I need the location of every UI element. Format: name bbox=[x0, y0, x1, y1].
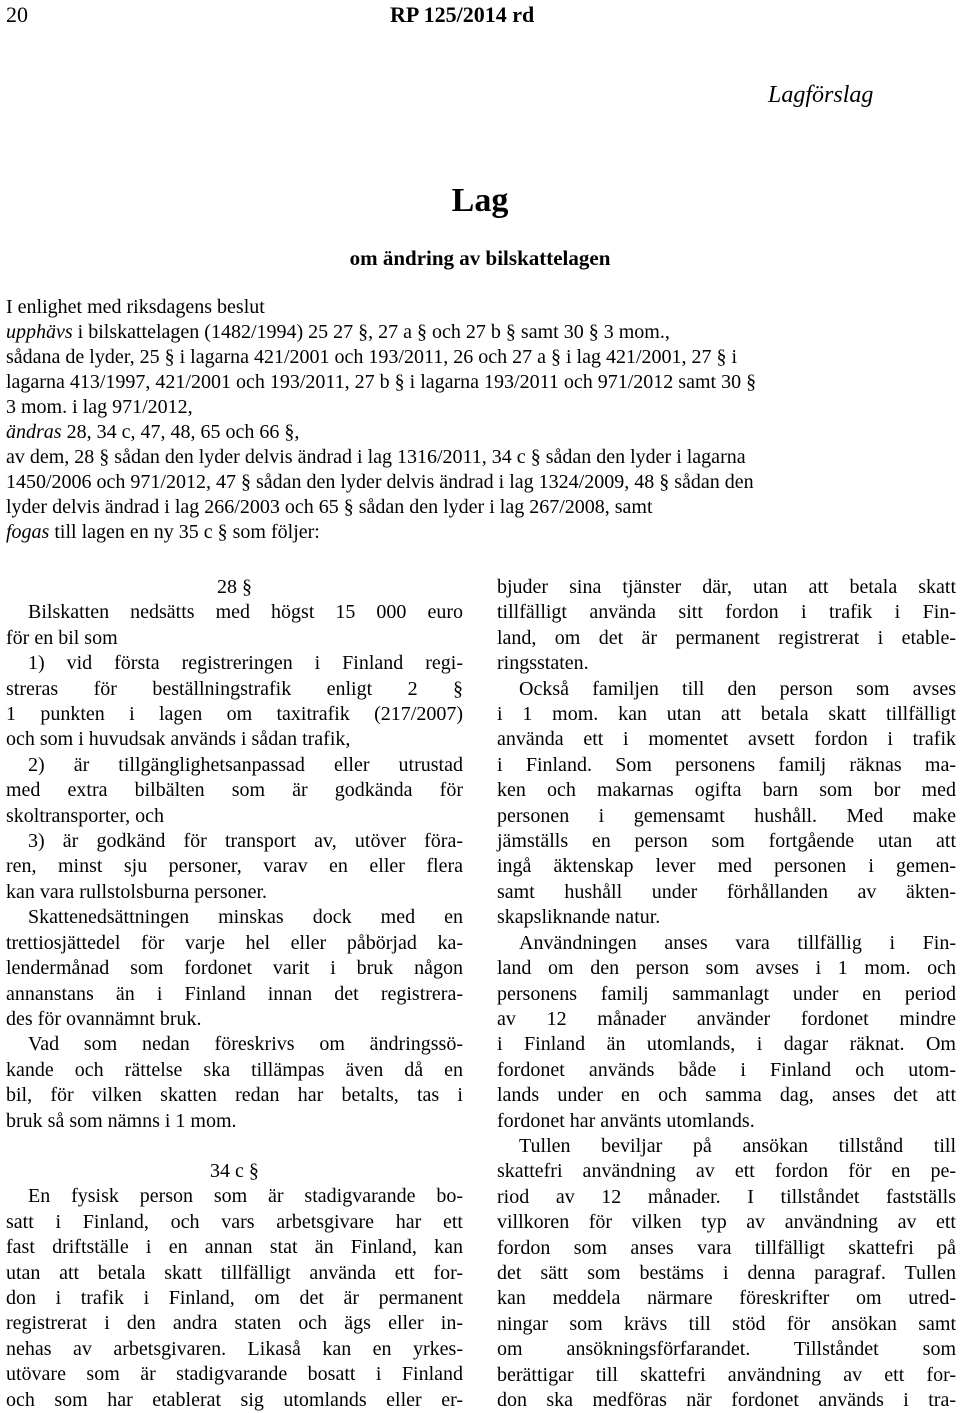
paragraph: 1) vid första registreringen i Finland regi- streras för beställningstrafik enligt 2 § 1 punkten i lagen om taxitrafik (217/2007) och som i huvudsak används i sådan trafik, bbox=[6, 652, 463, 751]
paragraph: Bilskatten nedsätts med högst 15 000 euro för en bil som bbox=[6, 601, 463, 649]
paragraph: bjuder sina tjänster där, utan att betala skatt tillfälligt använda sitt fordon i trafik i Fin- land, om det är permanent registrerat i etable- ringsstaten. bbox=[497, 576, 956, 675]
preamble-line-rest: 28, 34 c, 47, 48, 65 och 66 §, bbox=[61, 421, 300, 443]
preamble-line: sådana de lyder, 25 § i lagarna 421/2001 och 193/2011, 26 och 27 a § i lag 421/2001, 27 § i bbox=[6, 346, 738, 368]
preamble-line bbox=[6, 321, 670, 344]
preamble-line-rest: till lagen en ny 35 c § som följer: bbox=[49, 521, 320, 543]
preamble-line: av dem, 28 § sådan den lyder delvis ändrad i lag 1316/2011, 34 c § sådan den lyder i lagarna bbox=[6, 446, 746, 468]
preamble-line bbox=[6, 421, 299, 444]
document-id: RP 125/2014 rd bbox=[390, 2, 535, 27]
paragraph: En fysisk person som är stadigvarande bo- satt i Finland, och vars arbetsgivare har ett fast driftställe i en annan stat än Finland, kan utan att betala skatt tillfälligt använda ett for- don i trafik i Finland, om det är permanent registrerat i den andra staten och ägs eller in- nehas av arbetsgivaren. Likaså kan en yrkes- utövare som är stadigvarande bosatt i Finland och som har etablerat sig utomlands eller er- bbox=[6, 1185, 463, 1411]
paragraph: Vad som nedan föreskrivs om ändringssö- kande och rättelse ska tillämpas även då en bil, för vilken skatten redan har betalts, tas i bruk så som nämns i 1 mom. bbox=[6, 1033, 463, 1132]
preamble-verb-amend: ändras bbox=[6, 421, 62, 443]
preamble-line: 1450/2006 och 971/2012, 47 § sådan den lyder delvis ändrad i lag 1324/2009, 48 § sådan den bbox=[6, 471, 754, 493]
paragraph: Skattenedsättningen minskas dock med en trettiosjättedel för varje hel eller påbörjad ka- lendermånad som fordonet varit i bruk någon annanstans än i Finland innan det registrera- des för ovannämnt bruk. bbox=[6, 906, 463, 1030]
preamble-line: 3 mom. i lag 971/2012, bbox=[6, 396, 193, 418]
paragraph: Tullen beviljar på ansökan tillstånd till skattefri användning av ett fordon för en pe- riod av 12 månader. I tillståndet fastställs villkoren för vilken typ av användning av ett fordon som anses vara tillfälligt skattefri på det sätt som bestäms i denna paragraf. Tullen kan meddela närmare föreskrifter om utred- ningar som krävs till stöd för ansökan samt om ansökningsförfarandet. Tillståndet som berättigar till skattefri användning av ett for- don ska medföras när fordonet används i tra- bbox=[497, 1134, 956, 1411]
preamble-line: lagarna 413/1997, 421/2001 och 193/2011, 27 b § i lagarna 193/2011 och 971/2012 samt 30 § bbox=[6, 371, 757, 393]
preamble-verb-add: fogas bbox=[6, 521, 50, 543]
preamble-verb-repeal: upphävs bbox=[6, 321, 73, 343]
law-subtitle: om ändring av bilskattelagen bbox=[349, 246, 611, 270]
section-heading-34c: 34 c § bbox=[210, 1159, 259, 1182]
law-title: Lag bbox=[451, 182, 509, 219]
preamble-line-rest: i bilskattelagen (1482/1994) 25 27 §, 27 a § och 27 b § samt 30 § 3 mom., bbox=[72, 321, 670, 343]
paragraph: 2) är tillgänglighetsanpassad eller utrustad med extra bilbälten som är godkända för skoltransporter, och bbox=[6, 753, 463, 827]
paragraph: Användningen anses vara tillfällig i Fin- land om den person som avses i 1 mom. och personens familj sammanlagt under en period av 12 månader använder fordonet mindre i Finland än utomlands, i dagar räknat. Om fordonet används både i Finland och utom- lands under en och samma dag, anses det att fordonet har använts utomlands. bbox=[497, 931, 956, 1132]
left-column bbox=[6, 575, 463, 1413]
section-heading-28: 28 § bbox=[217, 576, 252, 598]
preamble-line bbox=[6, 521, 320, 544]
paragraph: Också familjen till den person som avses i 1 mom. kan utan att betala skatt tillfälligt använda ett i momentet avsett fordon i trafik i Finland. Som personens familj räknas ma- ken och makarnas ogifta barn som bor med personen i gemensamt hushåll. Med make jämställs en person som fortgående utan att ingå äktenskap lever med personen i gemen- samt hushåll under förhållanden av äkten- skapsliknande natur. bbox=[497, 677, 956, 929]
paragraph: 3) är godkänd för transport av, utöver föra- ren, minst sju personer, varav en eller flera kan vara rullstolsburna personer. bbox=[6, 830, 463, 903]
preamble-line: I enlighet med riksdagens beslut bbox=[6, 296, 265, 318]
preamble-line: lyder delvis ändrad i lag 266/2003 och 65 § sådan den lyder i lag 267/2008, samt bbox=[6, 496, 653, 518]
right-column bbox=[497, 575, 956, 1413]
document-label: Lagförslag bbox=[768, 82, 874, 108]
page-number: 20 bbox=[6, 2, 28, 27]
